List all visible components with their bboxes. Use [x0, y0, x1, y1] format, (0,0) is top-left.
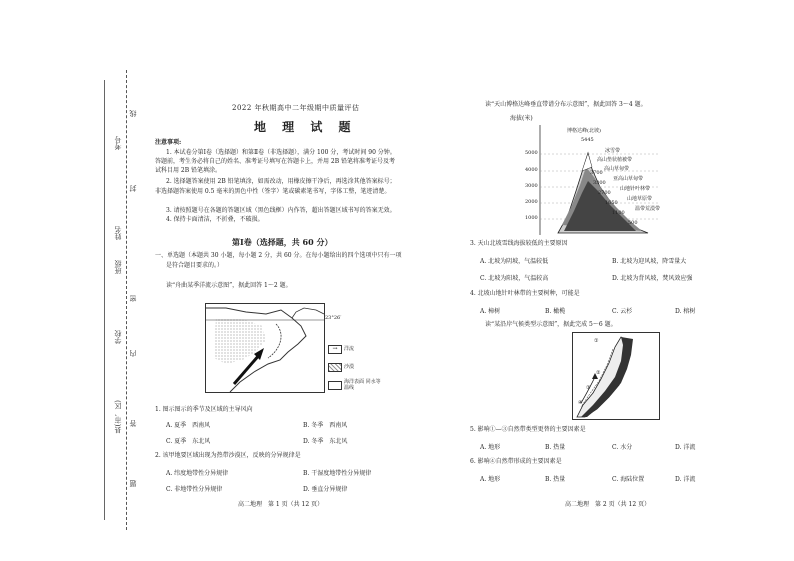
county-label: 县(市、区) [114, 400, 122, 434]
q2-option-a[interactable]: A. 纬度地带性分异规律 [166, 470, 229, 477]
height-label: 3700 [590, 170, 603, 176]
y-axis-title: 海拔(米) [510, 115, 533, 122]
q4-option-a[interactable]: A. 樟树 [480, 308, 501, 315]
q1-option-a[interactable]: A. 夏季 西南风 [166, 422, 211, 429]
q5-option-c[interactable]: C. 水分 [612, 444, 633, 451]
y-tick: 5000 [525, 150, 538, 156]
y-tick: 2000 [525, 199, 538, 205]
q5-option-d[interactable]: D. 洋流 [675, 444, 696, 451]
binding-strip [0, 0, 140, 561]
zone-label: 亚高山草甸带 [613, 176, 644, 182]
zone-marker: ② [596, 370, 601, 376]
seal-line [126, 70, 127, 530]
q1-option-b[interactable]: B. 冬季 西南风 [303, 422, 348, 429]
q1-option-d[interactable]: D. 冬季 东北风 [303, 438, 348, 445]
q3-option-b[interactable]: B. 北坡为迎风坡，降雪量大 [612, 258, 687, 265]
q5-option-b[interactable]: B. 热量 [545, 444, 566, 451]
name-label: 姓名 [114, 226, 122, 240]
q6-option-c[interactable]: C. 海陆位置 [612, 476, 645, 483]
zone-marker: ④ [578, 400, 583, 406]
legend-label: 海洋表面 同水等温线 [344, 379, 381, 391]
notice-line: 答题前，考生务必将自己的姓名、准考证号填写在答题卡上，并用 2B 铅笔将准考证号及考 [155, 158, 396, 165]
seal-word: 封 [129, 185, 137, 192]
legend-label: 沙漠 [344, 364, 355, 370]
q1-option-c[interactable]: C. 夏季 东北风 [166, 438, 211, 445]
q6-option-d[interactable]: D. 洋流 [675, 476, 696, 483]
q2-option-c[interactable]: C. 非地带性分异规律 [166, 486, 223, 493]
q3-option-d[interactable]: D. 北坡为背风坡，焚风效应强 [612, 275, 693, 282]
y-tick: 4000 [525, 167, 538, 173]
seal-word: 答 [129, 420, 137, 427]
seal-word: 线 [129, 110, 137, 117]
y-tick: 1000 [525, 215, 538, 221]
peak-height: 5445 [581, 137, 594, 143]
height-label: 2700 [598, 190, 611, 196]
q4-option-b[interactable]: B. 橄榄 [545, 308, 566, 315]
height-label: 1100 [612, 210, 625, 216]
zone-label: 冰雪带 [605, 148, 621, 154]
peak-label: 博格达峰(北坡) [567, 128, 601, 134]
page-footer-left: 高二地理 第 1 页（共 12 页） [238, 501, 324, 508]
q3-option-a[interactable]: A. 北坡为阴坡，气温较低 [480, 258, 549, 265]
class-label: 班级 [114, 260, 122, 274]
coast-inner [292, 308, 324, 318]
height-label: 500 [628, 220, 638, 226]
notice-line: 试科目用 2B 铅笔填涂。 [155, 167, 222, 174]
height-label: 1650 [605, 200, 618, 206]
q4-option-d[interactable]: D. 榕树 [675, 308, 696, 315]
page-footer-right: 高二地理 第 2 页（共 12 页） [565, 501, 651, 508]
exam-title: 2022 年秋期高中二年级期中质量评估 [232, 104, 360, 112]
instruction: 是符合题目要求的。） [166, 262, 224, 269]
map-svg [206, 304, 324, 392]
instruction: 一、单选题（本题共 30 小题，每小题 2 分，共 60 分。在每小题给出的四个选项中只有一项 [155, 252, 402, 259]
part1-heading: 第Ⅰ卷（选择题，共 60 分） [232, 237, 333, 247]
q4-option-c[interactable]: C. 云杉 [612, 308, 633, 315]
q3-option-c[interactable]: C. 北坡为阳坡，气温较高 [480, 275, 549, 282]
zone-label: 山地草原带 [627, 196, 653, 202]
diagram-intro: 读“天山博格达峰垂直带谱分布示意图”，据此回答 3～4 题。 [485, 101, 647, 108]
legend-label: 洋流 [344, 346, 355, 352]
map-intro: 读“舟曲某季洋流示意图”，据此回答 1～2 题。 [166, 282, 292, 289]
question-1: 1. 图示图示的季节及区域的主导风向 [155, 406, 253, 413]
zone-label: 高山垫状植被带 [597, 157, 633, 163]
seal-word: 内 [129, 350, 137, 357]
seal-word: 密 [129, 295, 137, 302]
seal-word: 题 [129, 480, 137, 487]
question-3: 3. 天山北坡雪线海拔较低的主要原因 [470, 240, 568, 247]
question-5: 5. 影响①—③自然带类型更替的主要因素是 [470, 426, 586, 433]
q6-option-a[interactable]: A. 地形 [480, 476, 501, 483]
q5-option-a[interactable]: A. 地形 [480, 444, 501, 451]
coastal-zone-map [572, 332, 660, 420]
exam-no-label: 考号 [114, 136, 122, 150]
coastal-svg [573, 333, 659, 419]
seal-line-outer [104, 80, 105, 520]
zone-marker: ③ [586, 385, 591, 391]
question-4: 4. 北坡山地针叶林带的主要树种，可能是 [470, 290, 580, 297]
subject-title: 地 理 试 题 [254, 120, 357, 134]
zone-marker: ① [594, 338, 599, 344]
ocean-current-map [205, 303, 325, 393]
q2-option-b[interactable]: B. 干湿度地带性分异规律 [303, 470, 372, 477]
q2-option-d[interactable]: D. 垂直分异规律 [303, 486, 348, 493]
school-label: 学校 [114, 330, 122, 344]
current-legend-icon: → [328, 345, 342, 354]
notice-line: 非选择题答案使用 0.5 毫米的黑色中性（签字）笔或碳素笔书写，字体工整，笔迹清楚。 [155, 188, 391, 195]
notice-line: 4. 保持卡面清洁，不折叠，不破损。 [166, 216, 264, 223]
notice-line: 2. 选择题答案使用 2B 铅笔填涂，如需改动，用橡皮擦干净后，再选涂其他答案标号； [166, 178, 396, 185]
isotherm-line [268, 324, 281, 358]
isotherm-legend-icon [328, 381, 342, 390]
notice-title: 注意事项: [155, 139, 182, 146]
legend [328, 343, 388, 393]
question-2: 2. 该甲地要区域出现为热带沙漠区，反映的分异规律是 [155, 452, 301, 459]
map-intro-2: 读“某沿岸气候类型示意图”，据此完成 5～6 题。 [485, 321, 617, 328]
y-tick: 3000 [525, 183, 538, 189]
question-6: 6. 影响④自然带形成的主要因素是 [470, 458, 562, 465]
latitude-label: 23°26′ [325, 315, 342, 321]
notice-line: 3. 请按照题号在各题的答题区域（黑色线框）内作答，超出答题区域书写的答案无效。 [166, 207, 396, 214]
desert-legend-icon [328, 363, 342, 372]
zone-label: 高山草甸带 [604, 166, 630, 172]
notice-line: 1. 本试卷分第Ⅰ卷（选择题）和第Ⅱ卷（非选择题），满分 100 分，考试时间 90 分钟。 [166, 149, 396, 156]
zone-label: 温带荒漠带 [635, 206, 661, 212]
height-label: 3300 [593, 180, 606, 186]
zone-label: 山地针叶林带 [620, 186, 651, 192]
q6-option-b[interactable]: B. 热量 [545, 476, 566, 483]
